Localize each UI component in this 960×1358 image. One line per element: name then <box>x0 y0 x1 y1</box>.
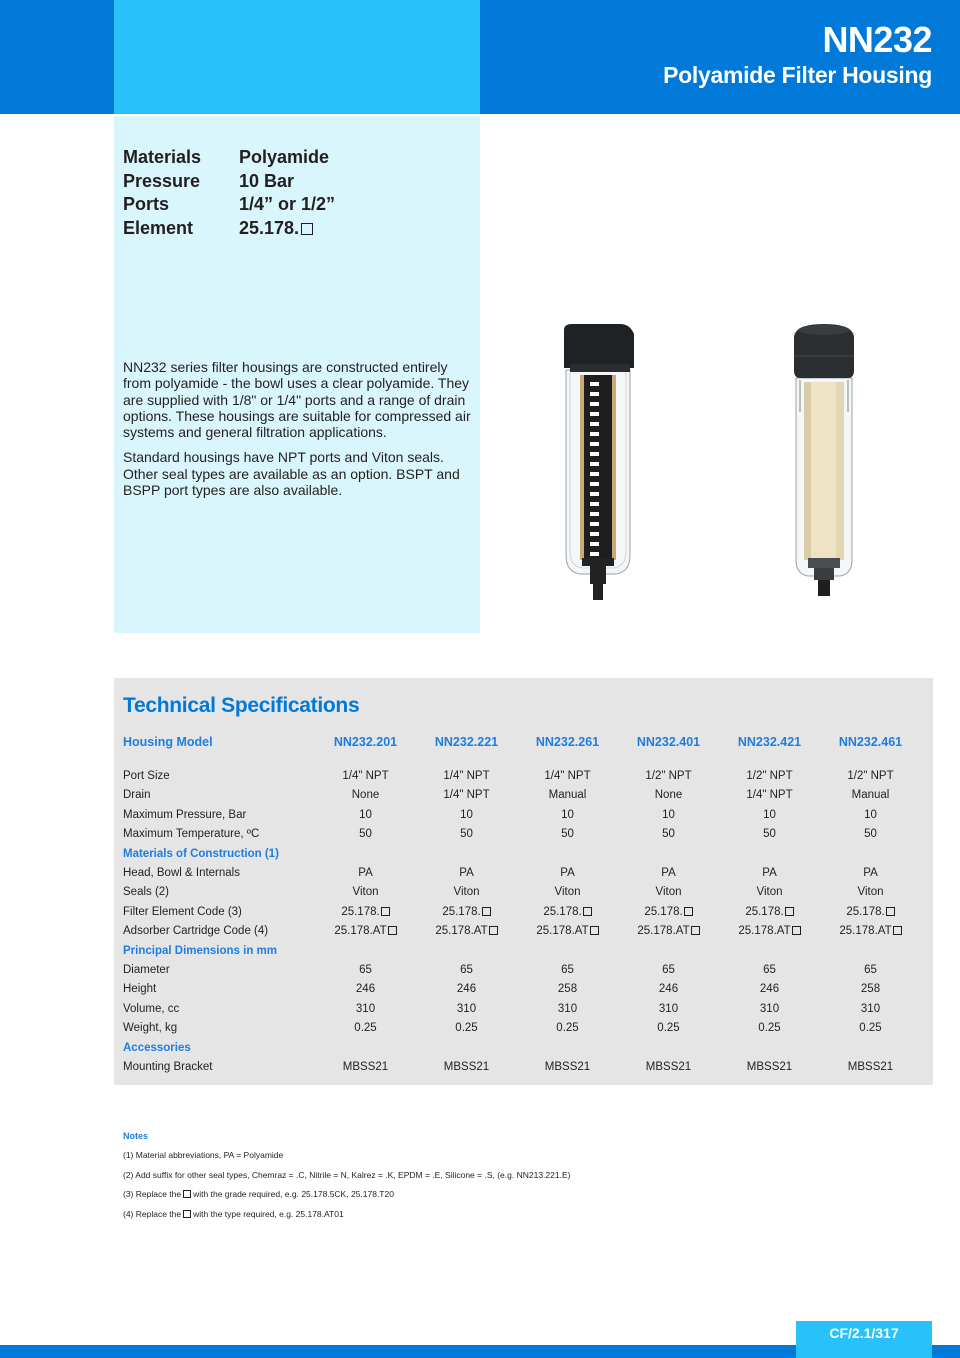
spec-cell-value: Viton <box>756 886 783 899</box>
spec-cell <box>416 1019 517 1038</box>
spec-cell <box>315 903 416 922</box>
spec-cell <box>315 767 416 786</box>
spec-cell-value: 25.178.AT <box>536 925 589 938</box>
spec-cell-value: 65 <box>763 964 776 977</box>
spec-cell-value: 25.178. <box>442 905 481 918</box>
spec-cell <box>416 786 517 805</box>
spec-cell <box>820 786 921 805</box>
spec-cell <box>820 767 921 786</box>
key-spec-value <box>239 217 313 241</box>
spec-cell-value: 1/4" NPT <box>342 770 389 782</box>
spec-cell-value: 25.178. <box>745 905 784 918</box>
spec-cell <box>517 1058 618 1077</box>
spec-cell <box>315 922 416 941</box>
spec-cell-value: 310 <box>355 1002 376 1015</box>
column-header-housing-model: Housing Model <box>123 735 213 750</box>
key-spec-element <box>123 217 335 241</box>
key-specs <box>123 146 335 240</box>
spec-cell-value: PA <box>459 867 474 880</box>
spec-cell <box>719 922 820 941</box>
spec-cell <box>517 922 618 941</box>
spec-cell <box>517 864 618 883</box>
spec-cell <box>315 980 416 999</box>
spec-cell-value: MBSS21 <box>443 1061 490 1074</box>
section-header: Principal Dimensions in mm <box>123 944 278 957</box>
spec-cell-value: 1/4" NPT <box>544 770 591 782</box>
spec-cell <box>719 806 820 825</box>
element-code-text: 25.178. <box>239 217 300 238</box>
spec-cell <box>618 864 719 883</box>
spec-cell-value: 0.25 <box>657 1022 680 1035</box>
spec-cell-value: 10 <box>662 808 675 821</box>
spec-cell <box>618 903 719 922</box>
spec-cell <box>517 767 618 786</box>
spec-cell-value: 258 <box>557 983 578 996</box>
key-spec-value: 1/4” or 1/2” <box>239 194 336 214</box>
spec-row <box>123 767 921 786</box>
spec-cell-value: Manual <box>548 789 587 802</box>
spec-cell <box>719 1000 820 1019</box>
spec-cell <box>820 883 921 902</box>
spec-cell <box>719 961 820 980</box>
spec-cell <box>719 1019 820 1038</box>
spec-cell <box>517 961 618 980</box>
spec-row-label: Filter Element Code (3) <box>123 905 242 918</box>
document-reference: CF/2.1/317 <box>796 1321 932 1358</box>
spec-cell-value: 10 <box>359 808 372 821</box>
placeholder-box-icon <box>886 907 895 916</box>
spec-cell-value: PA <box>863 867 878 880</box>
column-header-model: NN232.461 <box>838 735 903 750</box>
spec-cell-value: 1/2" NPT <box>645 770 692 782</box>
spec-cell-value: Viton <box>453 886 480 899</box>
spec-cell <box>719 864 820 883</box>
spec-cell <box>315 961 416 980</box>
spec-table-header <box>123 733 921 753</box>
spec-cell-value: 25.178. <box>644 905 683 918</box>
spec-cell <box>416 825 517 844</box>
spec-cell <box>820 961 921 980</box>
filter-housing-with-element-image <box>790 320 858 602</box>
spec-cell-value: 25.178.AT <box>738 925 791 938</box>
spec-cell <box>618 825 719 844</box>
spec-cell-value: 258 <box>860 983 881 996</box>
spec-cell-value: None <box>654 789 683 802</box>
spec-cell-value: MBSS21 <box>746 1061 793 1074</box>
spec-cell-value: 25.178. <box>543 905 582 918</box>
spec-cell-value: 65 <box>359 964 372 977</box>
spec-cell-value: 1/4" NPT <box>746 789 793 802</box>
note-text: with the grade required, e.g. 25.178.5CK, 25.178.T20 <box>193 1189 394 1199</box>
info-panel <box>114 116 480 633</box>
spec-cell <box>618 786 719 805</box>
spec-row-label: Adsorber Cartridge Code (4) <box>123 925 269 938</box>
spec-cell <box>315 864 416 883</box>
column-header-model: NN232.401 <box>636 735 701 750</box>
spec-row-label: Head, Bowl & Internals <box>123 867 240 880</box>
spec-cell-value: PA <box>560 867 575 880</box>
spec-cell-value: 310 <box>557 1002 578 1015</box>
spec-cell <box>416 922 517 941</box>
spec-cell-value: 0.25 <box>455 1022 478 1035</box>
spec-cell-value: 50 <box>662 828 675 841</box>
spec-cell-value: 65 <box>662 964 675 977</box>
spec-cell-value: MBSS21 <box>544 1061 591 1074</box>
spec-cell-value: PA <box>661 867 676 880</box>
placeholder-box-icon <box>583 907 592 916</box>
spec-cell-value: 25.178. <box>341 905 380 918</box>
spec-cell <box>618 1000 719 1019</box>
spec-cell <box>618 1019 719 1038</box>
spec-cell <box>517 825 618 844</box>
spec-cell <box>719 883 820 902</box>
section-header: Materials of Construction (1) <box>123 847 279 860</box>
spec-cell-value: Viton <box>352 886 379 899</box>
spec-cell-value: 10 <box>561 808 574 821</box>
spec-row-label: Height <box>123 983 157 996</box>
placeholder-box-icon <box>893 926 902 935</box>
placeholder-box-icon <box>489 926 498 935</box>
spec-cell <box>416 806 517 825</box>
spec-cell-value: 25.178.AT <box>637 925 690 938</box>
spec-row <box>123 806 921 825</box>
spec-cell-value: 25.178. <box>846 905 885 918</box>
spec-row <box>123 1000 921 1019</box>
spec-row-label: Diameter <box>123 964 170 977</box>
spec-cell <box>820 1019 921 1038</box>
spec-cell <box>517 1019 618 1038</box>
spec-cell-value: 1/2" NPT <box>847 770 894 782</box>
header-accent-block <box>114 0 480 114</box>
spec-row-label: Mounting Bracket <box>123 1061 213 1074</box>
column-header-model: NN232.261 <box>535 735 600 750</box>
spec-cell <box>517 883 618 902</box>
spec-cell-value: Viton <box>655 886 682 899</box>
key-spec-value: Polyamide <box>239 147 330 167</box>
spec-cell <box>416 961 517 980</box>
spec-cell <box>719 825 820 844</box>
spec-cell-value: MBSS21 <box>645 1061 692 1074</box>
spec-cell <box>416 883 517 902</box>
key-spec-ports <box>123 193 335 217</box>
placeholder-box-icon <box>590 926 599 935</box>
spec-cell <box>719 786 820 805</box>
product-description <box>123 359 473 507</box>
description-paragraph: Standard housings have NPT ports and Viton seals. Other seal types are available as an option. BSPT and BSPP port types are also available. <box>123 449 460 499</box>
spec-cell-value: 310 <box>456 1002 477 1015</box>
spec-cell <box>416 1000 517 1019</box>
spec-cell-value: PA <box>358 867 373 880</box>
column-header-model: NN232.221 <box>434 735 499 750</box>
spec-cell <box>820 806 921 825</box>
spec-cell <box>315 1000 416 1019</box>
spec-cell <box>820 825 921 844</box>
spec-cell-value: None <box>351 789 380 802</box>
spec-cell-value: 1/2" NPT <box>746 770 793 782</box>
notes-section <box>123 1131 570 1228</box>
spacer-row <box>123 753 921 767</box>
placeholder-box-icon <box>792 926 801 935</box>
spec-cell <box>719 1058 820 1077</box>
spec-cell <box>416 1058 517 1077</box>
product-subtitle: Polyamide Filter Housing <box>663 62 932 88</box>
spec-cell <box>820 1058 921 1077</box>
spec-cell <box>618 961 719 980</box>
spec-cell-value: 10 <box>864 808 877 821</box>
spec-cell-value: 310 <box>759 1002 780 1015</box>
spec-cell <box>618 806 719 825</box>
column-header-model: NN232.201 <box>333 735 398 750</box>
spec-row <box>123 864 921 883</box>
spec-cell <box>618 1058 719 1077</box>
note-item <box>123 1189 570 1199</box>
key-spec-label: Pressure <box>123 170 201 191</box>
section-header-row <box>123 1039 921 1058</box>
spec-cell <box>416 767 517 786</box>
spec-row-label: Seals (2) <box>123 886 170 899</box>
spec-row-label: Maximum Temperature, ºC <box>123 828 260 841</box>
placeholder-box-icon <box>691 926 700 935</box>
spec-cell <box>315 786 416 805</box>
note-text: with the type required, e.g. 25.178.AT01 <box>193 1208 344 1219</box>
spec-cell-value: 65 <box>561 964 574 977</box>
section-header: Accessories <box>123 1041 191 1054</box>
spec-cell-value: 246 <box>658 983 679 996</box>
key-spec-pressure <box>123 170 335 194</box>
spec-row <box>123 883 921 902</box>
spec-cell-value: 25.178.AT <box>334 925 387 938</box>
spec-cell-value: 246 <box>456 983 477 996</box>
spec-cell-value: 10 <box>763 808 776 821</box>
spec-row-label: Maximum Pressure, Bar <box>123 808 247 821</box>
spec-row-label: Drain <box>123 789 151 802</box>
spec-cell-value: 0.25 <box>354 1022 377 1035</box>
placeholder-box-icon <box>482 907 491 916</box>
tech-specs-heading: Technical Specifications <box>123 694 360 717</box>
spec-cell-value: 0.25 <box>758 1022 781 1035</box>
spec-row <box>123 825 921 844</box>
description-paragraph: NN232 series filter housings are constructed entirely from polyamide - the bowl uses a clear polyamide. They are supplied with 1/8" or 1/4" ports and a range of drain options. These housings are suitable for compressed air systems and general filtration applications. <box>123 359 471 441</box>
spec-cell <box>416 980 517 999</box>
spec-cell-value: 50 <box>561 828 574 841</box>
spec-cell <box>517 786 618 805</box>
spec-cell <box>315 1019 416 1038</box>
spec-cell <box>820 864 921 883</box>
note-text: (3) Replace the <box>123 1189 182 1199</box>
spec-cell-value: MBSS21 <box>342 1061 389 1074</box>
spec-cell <box>315 1058 416 1077</box>
spec-cell <box>315 883 416 902</box>
spec-cell-value: Viton <box>857 886 884 899</box>
note-item <box>123 1209 570 1219</box>
spec-table-body <box>123 753 921 1078</box>
spec-cell-value: 65 <box>864 964 877 977</box>
key-spec-label: Element <box>123 217 194 238</box>
spec-cell-value: 65 <box>460 964 473 977</box>
spec-cell-value: 25.178.AT <box>435 925 488 938</box>
spec-cell-value: 50 <box>864 828 877 841</box>
spec-cell-value: 246 <box>355 983 376 996</box>
spec-cell <box>820 903 921 922</box>
section-header-row <box>123 845 921 864</box>
key-spec-materials <box>123 146 335 170</box>
spec-cell <box>618 767 719 786</box>
spec-cell <box>820 922 921 941</box>
key-spec-label: Materials <box>123 147 202 167</box>
spec-row <box>123 961 921 980</box>
spec-cell-value: 0.25 <box>859 1022 882 1035</box>
key-spec-value: 10 Bar <box>239 170 295 191</box>
spec-cell-value: 310 <box>658 1002 679 1015</box>
placeholder-box-icon <box>381 907 390 916</box>
spec-row <box>123 1058 921 1077</box>
section-header-row <box>123 942 921 961</box>
spec-cell <box>517 980 618 999</box>
spec-cell <box>820 980 921 999</box>
spec-cell-value: Manual <box>851 789 890 802</box>
spec-cell-value: 1/4" NPT <box>443 770 490 782</box>
note-item <box>123 1150 570 1160</box>
spec-row <box>123 903 921 922</box>
spec-row <box>123 1019 921 1038</box>
spec-cell-value: 1/4" NPT <box>443 789 490 802</box>
placeholder-box-icon <box>684 907 693 916</box>
placeholder-box-icon <box>301 223 313 235</box>
spec-cell-value: 0.25 <box>556 1022 579 1035</box>
spec-cell <box>618 922 719 941</box>
note-text: (1) Material abbreviations, PA = Polyamide <box>123 1150 284 1160</box>
spec-cell <box>719 980 820 999</box>
spec-cell <box>517 1000 618 1019</box>
spec-cell-value: 50 <box>359 828 372 841</box>
spec-cell-value: 10 <box>460 808 473 821</box>
spec-cell <box>820 1000 921 1019</box>
spec-cell-value: 246 <box>759 983 780 996</box>
spec-cell <box>517 903 618 922</box>
placeholder-box-icon <box>183 1190 191 1198</box>
spec-cell-value: 310 <box>860 1002 881 1015</box>
spec-row-label: Port Size <box>123 770 170 782</box>
spec-row <box>123 980 921 999</box>
spec-cell <box>719 767 820 786</box>
placeholder-box-icon <box>785 907 794 916</box>
spec-row-label: Volume, cc <box>123 1002 180 1015</box>
column-header-model: NN232.421 <box>737 735 802 750</box>
placeholder-box-icon <box>183 1210 191 1218</box>
spec-cell <box>618 980 719 999</box>
spec-cell <box>719 903 820 922</box>
note-text: (2) Add suffix for other seal types, Chemraz = .C, Nitrile = N, Kalrez = .K, EPDM = .E, Silicone = .S, (e.g. NN213.221.E) <box>123 1169 571 1180</box>
spec-cell-value: 50 <box>763 828 776 841</box>
key-spec-label: Ports <box>123 194 170 214</box>
spec-cell-value: PA <box>762 867 777 880</box>
spec-cell <box>416 903 517 922</box>
spec-cell <box>315 825 416 844</box>
cutaway-filter-housing-image <box>560 320 636 602</box>
note-item <box>123 1170 570 1180</box>
placeholder-box-icon <box>388 926 397 935</box>
spec-cell <box>618 883 719 902</box>
spec-cell-value: MBSS21 <box>847 1061 894 1074</box>
spec-cell-value: 25.178.AT <box>839 925 892 938</box>
product-code-title: NN232 <box>822 19 932 60</box>
spec-row-label: Weight, kg <box>123 1022 178 1035</box>
spec-cell-value: Viton <box>554 886 581 899</box>
notes-title: Notes <box>123 1131 149 1141</box>
spec-cell <box>315 806 416 825</box>
note-text: (4) Replace the <box>123 1208 182 1219</box>
spec-table <box>123 733 921 1078</box>
technical-specifications-panel <box>114 678 933 1085</box>
spec-cell-value: 50 <box>460 828 473 841</box>
spec-cell <box>517 806 618 825</box>
spec-cell <box>416 864 517 883</box>
spec-row <box>123 786 921 805</box>
spec-row <box>123 922 921 941</box>
